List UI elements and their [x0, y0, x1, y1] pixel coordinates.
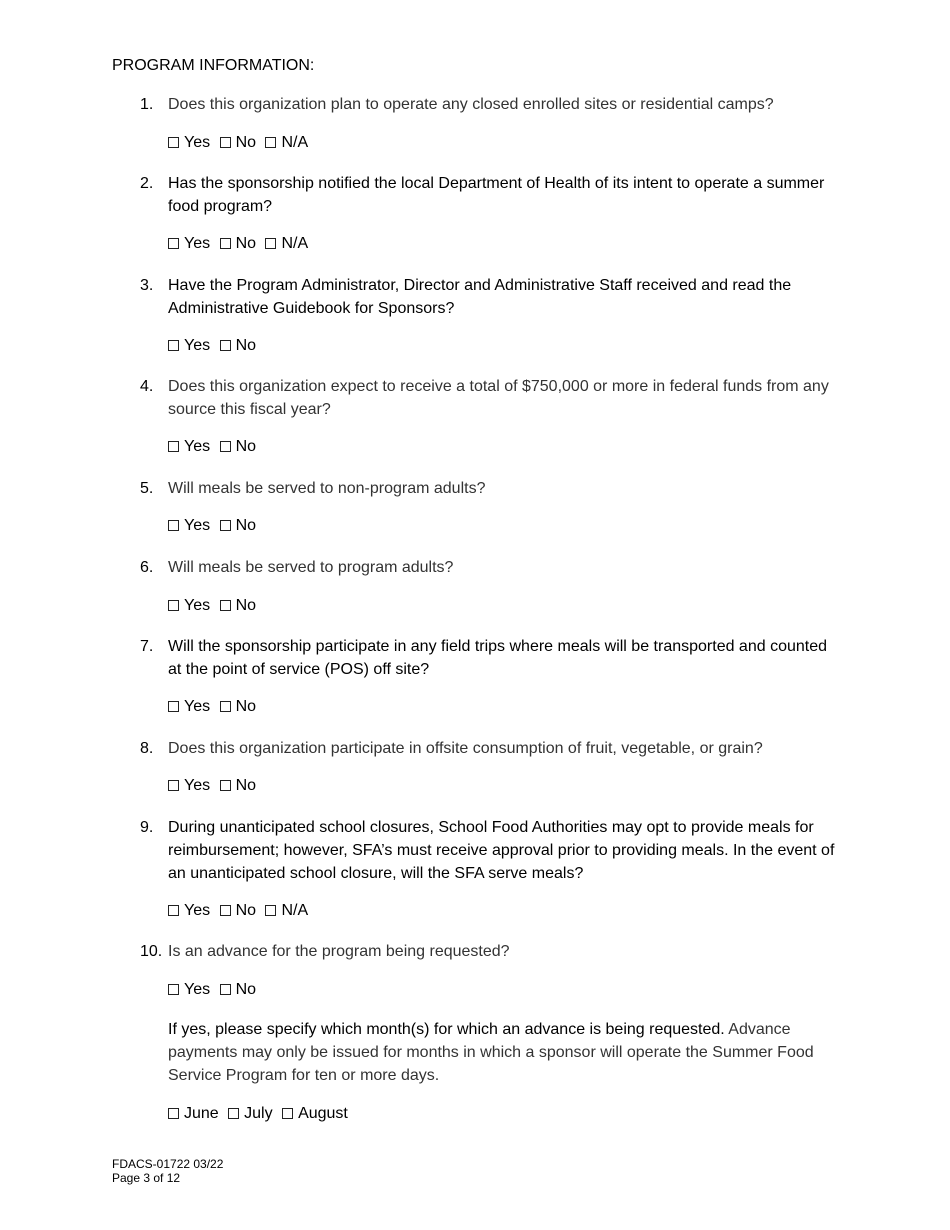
- checkbox-icon[interactable]: [168, 984, 179, 995]
- advance-note: [168, 1018, 848, 1087]
- checkbox-icon[interactable]: [220, 905, 231, 916]
- advance-note-detail: Advance payments may only be issued for months in which a sponsor will operate the Summer Food Service Program for ten or more days.: [168, 1021, 814, 1084]
- checkbox-yes[interactable]: Yes: [168, 777, 215, 794]
- checkbox-icon[interactable]: [265, 905, 276, 916]
- question-number: 8.: [140, 740, 154, 757]
- question-10-options: [168, 980, 261, 1000]
- question-7-options: [168, 697, 261, 717]
- checkbox-august[interactable]: August: [282, 1105, 353, 1122]
- checkbox-na[interactable]: N/A: [265, 902, 313, 919]
- checkbox-icon[interactable]: [168, 780, 179, 791]
- question-9-options: [168, 901, 313, 921]
- checkbox-icon[interactable]: [282, 1108, 293, 1119]
- checkbox-icon[interactable]: [220, 137, 231, 148]
- checkbox-no[interactable]: No: [220, 337, 261, 354]
- question-text: Does this organization participate in offsite consumption of fruit, vegetable, or grain?: [168, 740, 763, 757]
- checkbox-icon[interactable]: [265, 238, 276, 249]
- checkbox-yes[interactable]: Yes: [168, 981, 215, 998]
- question-number: 3.: [140, 277, 154, 294]
- checkbox-icon[interactable]: [220, 520, 231, 531]
- question-number: 4.: [140, 378, 154, 395]
- checkbox-june[interactable]: June: [168, 1105, 224, 1122]
- checkbox-no[interactable]: No: [220, 235, 261, 252]
- checkbox-icon[interactable]: [168, 701, 179, 712]
- section-heading: PROGRAM INFORMATION:: [112, 57, 315, 74]
- question-number: 7.: [140, 638, 154, 655]
- checkbox-no[interactable]: No: [220, 777, 261, 794]
- question-1-options: [168, 133, 313, 153]
- checkbox-yes[interactable]: Yes: [168, 134, 215, 151]
- checkbox-july[interactable]: July: [228, 1105, 277, 1122]
- checkbox-icon[interactable]: [220, 701, 231, 712]
- checkbox-na[interactable]: N/A: [265, 235, 313, 252]
- month-options: [168, 1104, 353, 1124]
- checkbox-icon[interactable]: [168, 1108, 179, 1119]
- checkbox-yes[interactable]: Yes: [168, 902, 215, 919]
- question-text: Is an advance for the program being requested?: [168, 943, 510, 960]
- page-footer: [112, 1157, 223, 1185]
- checkbox-no[interactable]: No: [220, 438, 261, 455]
- checkbox-na[interactable]: N/A: [265, 134, 313, 151]
- question-6-options: [168, 596, 261, 616]
- checkbox-yes[interactable]: Yes: [168, 337, 215, 354]
- question-text: Will the sponsorship participate in any field trips where meals will be transported and counted at the point of service (POS) off site?: [168, 638, 828, 678]
- checkbox-icon[interactable]: [168, 905, 179, 916]
- question-text: Will meals be served to program adults?: [168, 559, 454, 576]
- checkbox-icon[interactable]: [168, 137, 179, 148]
- checkbox-no[interactable]: No: [220, 517, 261, 534]
- question-number: 2.: [140, 175, 154, 192]
- checkbox-icon[interactable]: [220, 984, 231, 995]
- question-8-options: [168, 776, 261, 796]
- checkbox-icon[interactable]: [220, 600, 231, 611]
- checkbox-icon[interactable]: [220, 441, 231, 452]
- checkbox-yes[interactable]: Yes: [168, 517, 215, 534]
- question-number: 10.: [140, 943, 163, 960]
- checkbox-icon[interactable]: [220, 340, 231, 351]
- question-number: 9.: [140, 819, 154, 836]
- checkbox-yes[interactable]: Yes: [168, 597, 215, 614]
- question-2-options: [168, 234, 313, 254]
- checkbox-no[interactable]: No: [220, 981, 261, 998]
- question-number: 1.: [140, 96, 154, 113]
- checkbox-yes[interactable]: Yes: [168, 235, 215, 252]
- checkbox-icon[interactable]: [168, 238, 179, 249]
- checkbox-yes[interactable]: Yes: [168, 438, 215, 455]
- question-4-options: [168, 437, 261, 457]
- question-text: Does this organization plan to operate any closed enrolled sites or residential camps?: [168, 96, 774, 113]
- question-number: 5.: [140, 480, 154, 497]
- question-number: 6.: [140, 559, 154, 576]
- checkbox-no[interactable]: No: [220, 698, 261, 715]
- checkbox-icon[interactable]: [228, 1108, 239, 1119]
- form-id: FDACS-01722 03/22: [112, 1157, 224, 1171]
- checkbox-icon[interactable]: [220, 238, 231, 249]
- checkbox-no[interactable]: No: [220, 902, 261, 919]
- question-5-options: [168, 516, 261, 536]
- advance-note-lead: If yes, please specify which month(s) for which an advance is being requested.: [168, 1021, 725, 1038]
- question-text: Does this organization expect to receive a total of $750,000 or more in federal funds from any source this fiscal year?: [168, 378, 829, 418]
- question-text: Will meals be served to non-program adults?: [168, 480, 486, 497]
- checkbox-icon[interactable]: [168, 520, 179, 531]
- checkbox-no[interactable]: No: [220, 597, 261, 614]
- checkbox-yes[interactable]: Yes: [168, 698, 215, 715]
- page-number: Page 3 of 12: [112, 1171, 181, 1185]
- question-text: During unanticipated school closures, School Food Authorities may opt to provide meals for reimbursement; however, SFA’s must receive approval prior to providing meals. In the event of an unanticipated school closure, will the SFA serve meals?: [168, 819, 835, 882]
- checkbox-icon[interactable]: [168, 340, 179, 351]
- checkbox-icon[interactable]: [220, 780, 231, 791]
- checkbox-icon[interactable]: [168, 441, 179, 452]
- checkbox-icon[interactable]: [265, 137, 276, 148]
- question-text: Have the Program Administrator, Director and Administrative Staff received and read the Administrative Guidebook for Sponsors?: [168, 277, 792, 317]
- question-text: Has the sponsorship notified the local Department of Health of its intent to operate a summer food program?: [168, 175, 825, 215]
- checkbox-no[interactable]: No: [220, 134, 261, 151]
- checkbox-icon[interactable]: [168, 600, 179, 611]
- question-3-options: [168, 336, 261, 356]
